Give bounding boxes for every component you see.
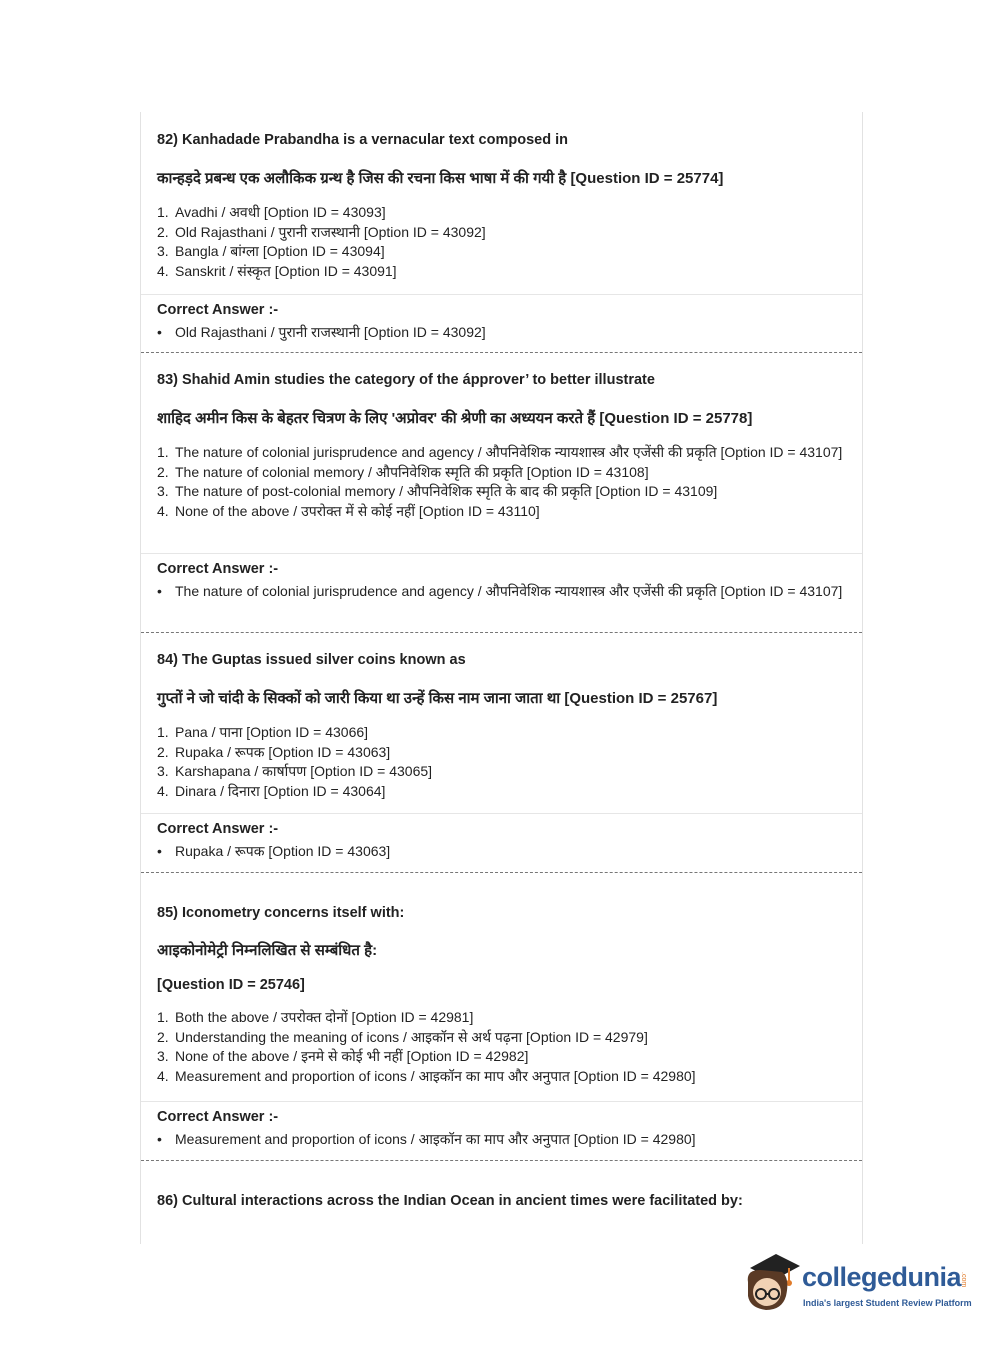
question-86 bbox=[141, 1193, 862, 1209]
question-82 bbox=[141, 132, 862, 281]
logo-wordmark: collegedunia bbox=[802, 1262, 962, 1292]
option-item: 3. None of the above / इनमे से कोई भी नहीं [Option ID = 42982] bbox=[157, 1048, 529, 1064]
option-item: 1. The nature of colonial jurisprudence and agency / औपनिवेशिक न्यायशास्त्र और एजेंसी की प्रकृति [Option ID = 43107] bbox=[157, 444, 843, 460]
correct-answer-label: Correct Answer :- bbox=[157, 561, 279, 577]
option-item: 3. Bangla / बांग्ला [Option ID = 43094] bbox=[157, 243, 385, 259]
correct-answer-label: Correct Answer :- bbox=[157, 1109, 279, 1125]
option-item: 4. None of the above / उपरोक्त में से कोई नहीं [Option ID = 43110] bbox=[157, 502, 540, 519]
question-hindi: शाहिद अमीन किस के बेहतर चित्रण के लिए 'अप्रोवर' की श्रेणी का अध्ययन करते हैं [Question ID = 25778] bbox=[157, 410, 753, 427]
option-list bbox=[157, 1008, 846, 1086]
option-item: 2. Understanding the meaning of icons / आइकॉन से अर्थ पढ़ना [Option ID = 42979] bbox=[157, 1028, 648, 1045]
question-separator bbox=[141, 872, 862, 873]
logo-tagline: India's largest Student Review Platform bbox=[803, 1298, 972, 1308]
logo-suffix: .com bbox=[960, 1272, 967, 1288]
correct-answer-label: Correct Answer :- bbox=[157, 821, 279, 837]
option-item: 1. Avadhi / अवधी [Option ID = 43093] bbox=[157, 204, 386, 220]
option-item: 1. Pana / पाना [Option ID = 43066] bbox=[157, 724, 369, 740]
question-title: 83) Shahid Amin studies the category of the ápprover’ to better illustrate bbox=[157, 372, 655, 388]
question-separator bbox=[141, 1160, 862, 1161]
question-separator bbox=[141, 352, 862, 353]
question-85 bbox=[141, 905, 862, 1086]
correct-answer-label: Correct Answer :- bbox=[157, 302, 279, 318]
option-item: 2. Old Rajasthani / पुरानी राजस्थानी [Option ID = 43092] bbox=[157, 223, 486, 240]
option-list bbox=[157, 723, 846, 801]
option-item: 4. Measurement and proportion of icons / आइकॉन का माप और अनुपात [Option ID = 42980] bbox=[157, 1067, 696, 1084]
option-item: 3. Karshapana / कार्षापण [Option ID = 43065] bbox=[157, 763, 433, 779]
option-list bbox=[157, 203, 846, 281]
question-title: 86) Cultural interactions across the Indian Ocean in ancient times were facilitated by: bbox=[157, 1193, 743, 1209]
divider bbox=[141, 813, 862, 814]
divider bbox=[141, 1101, 862, 1102]
correct-answer-item: • Rupaka / रूपक [Option ID = 43063] bbox=[157, 843, 391, 859]
question-separator bbox=[141, 632, 862, 633]
correct-answer-item: • Old Rajasthani / पुरानी राजस्थानी [Option ID = 43092] bbox=[157, 324, 486, 340]
question-paper bbox=[140, 112, 863, 1244]
divider bbox=[141, 294, 862, 295]
correct-answer-82 bbox=[141, 302, 862, 342]
collegedunia-logo bbox=[742, 1252, 972, 1322]
correct-answer-84 bbox=[141, 821, 862, 861]
question-84 bbox=[141, 652, 862, 801]
correct-answer-item: • The nature of colonial jurisprudence and agency / औपनिवेशिक न्यायशास्त्र और एजेंसी की प्रकृति [Option ID = 43107] bbox=[157, 583, 843, 599]
question-title: 85) Iconometry concerns itself with: bbox=[157, 905, 405, 921]
option-item: 2. The nature of colonial memory / औपनिवेशिक स्मृति की प्रकृति [Option ID = 43108] bbox=[157, 463, 649, 480]
correct-answer-83 bbox=[141, 561, 862, 601]
divider bbox=[141, 553, 862, 554]
question-title: 82) Kanhadade Prabandha is a vernacular text composed in bbox=[157, 132, 568, 148]
correct-answer-85 bbox=[141, 1109, 862, 1149]
option-item: 4. Sanskrit / संस्कृत [Option ID = 43091] bbox=[157, 262, 397, 279]
option-list bbox=[157, 443, 846, 521]
question-id: [Question ID = 25746] bbox=[157, 977, 305, 993]
question-hindi: आइकोनोमेट्री निम्नलिखित से सम्बंधित है: bbox=[157, 942, 378, 959]
question-hindi: कान्हड़दे प्रबन्ध एक अलौकिक ग्रन्थ है जिस की रचना किस भाषा में की गयी है [Question ID = 25774] bbox=[157, 170, 724, 187]
student-mascot-icon bbox=[742, 1252, 802, 1314]
question-83 bbox=[141, 372, 862, 521]
option-item: 2. Rupaka / रूपक [Option ID = 43063] bbox=[157, 743, 391, 760]
question-title: 84) The Guptas issued silver coins known as bbox=[157, 652, 466, 668]
option-item: 4. Dinara / दिनारा [Option ID = 43064] bbox=[157, 782, 386, 799]
option-item: 3. The nature of post-colonial memory / औपनिवेशिक स्मृति के बाद की प्रकृति [Option ID = 43109] bbox=[157, 483, 718, 499]
correct-answer-item: • Measurement and proportion of icons / आइकॉन का माप और अनुपात [Option ID = 42980] bbox=[157, 1131, 696, 1147]
question-hindi: गुप्तों ने जो चांदी के सिक्कों को जारी किया था उन्हें किस नाम जाना जाता था [Question ID = 25767] bbox=[157, 690, 718, 707]
option-item: 1. Both the above / उपरोक्त दोनों [Option ID = 42981] bbox=[157, 1009, 474, 1025]
